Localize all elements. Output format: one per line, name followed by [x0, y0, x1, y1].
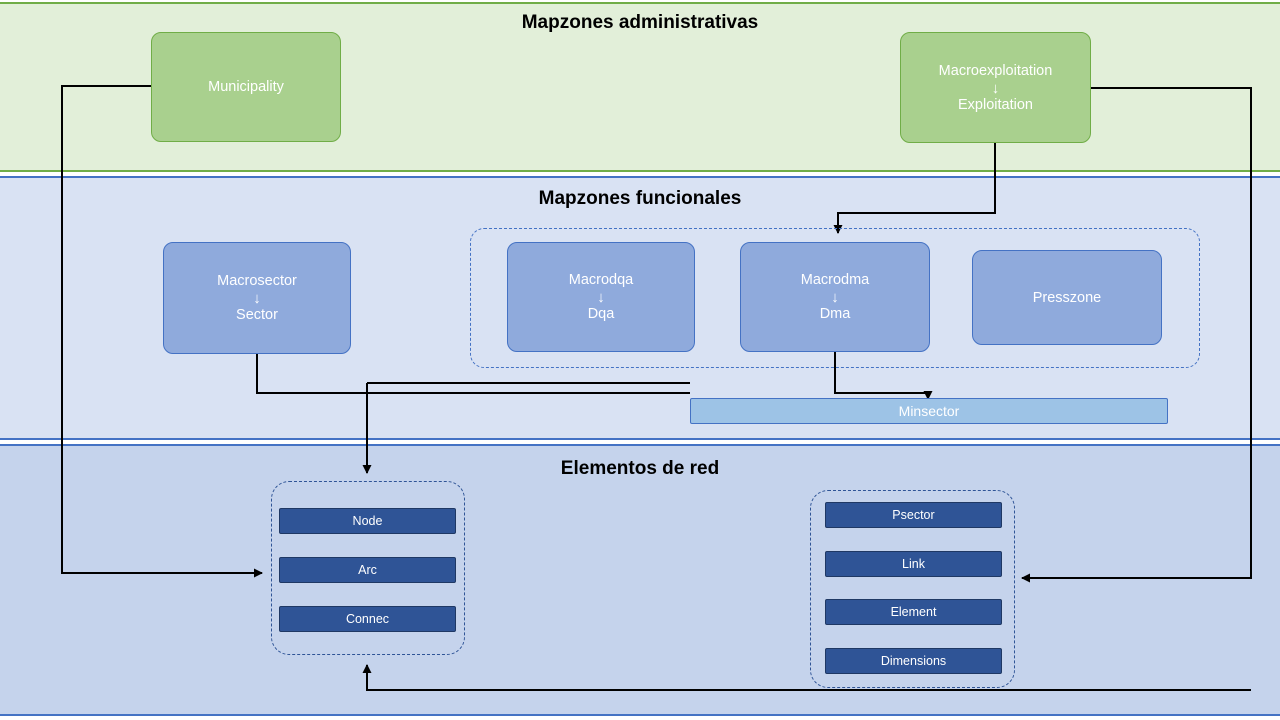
- node-municipality[interactable]: [151, 32, 341, 142]
- node-macrosector-label: Macrosector: [217, 273, 297, 289]
- node-macrodma-dma[interactable]: [740, 242, 930, 352]
- band-title-administrative: Mapzones administrativas: [521, 12, 759, 33]
- node-psector-label: Psector: [892, 508, 935, 522]
- node-arc[interactable]: [279, 557, 456, 583]
- node-sector-label: Sector: [236, 307, 278, 323]
- band-title-functional: Mapzones funcionales: [538, 188, 742, 209]
- node-minsector-label: Minsector: [898, 403, 960, 419]
- band-title-network: Elementos de red: [560, 458, 720, 479]
- node-element[interactable]: [825, 599, 1002, 625]
- node-arc-label: Arc: [358, 563, 377, 577]
- node-psector[interactable]: [825, 502, 1002, 528]
- node-macrodqa-label: Macrodqa: [568, 272, 634, 288]
- node-macroexploitation[interactable]: [900, 32, 1091, 143]
- band-network: [0, 444, 1280, 716]
- arrow-down-icon: ↓: [597, 289, 605, 306]
- node-dma-label: Dma: [819, 306, 851, 322]
- node-macrodma-label: Macrodma: [800, 272, 870, 288]
- arrow-down-icon: ↓: [991, 79, 1000, 97]
- arrow-down-icon: ↓: [253, 290, 261, 307]
- node-exploitation-label: Exploitation: [958, 96, 1033, 113]
- node-minsector[interactable]: [690, 398, 1168, 424]
- node-presszone[interactable]: [972, 250, 1162, 345]
- node-dqa-label: Dqa: [587, 306, 615, 322]
- node-presszone-label: Presszone: [1032, 289, 1102, 306]
- node-element-label: Element: [890, 605, 937, 619]
- node-link-label: Link: [902, 557, 925, 571]
- node-macrosector-sector[interactable]: [163, 242, 351, 354]
- node-node[interactable]: [279, 508, 456, 534]
- node-node-label: Node: [352, 514, 383, 528]
- node-dimensions[interactable]: [825, 648, 1002, 674]
- node-connec[interactable]: [279, 606, 456, 632]
- node-macroexploitation-label: Macroexploitation: [938, 62, 1053, 79]
- node-link[interactable]: [825, 551, 1002, 577]
- node-connec-label: Connec: [345, 612, 390, 626]
- node-municipality-label: Municipality: [208, 79, 284, 95]
- arrow-down-icon: ↓: [831, 289, 839, 306]
- node-macrodqa-dqa[interactable]: [507, 242, 695, 352]
- node-dimensions-label: Dimensions: [880, 654, 947, 668]
